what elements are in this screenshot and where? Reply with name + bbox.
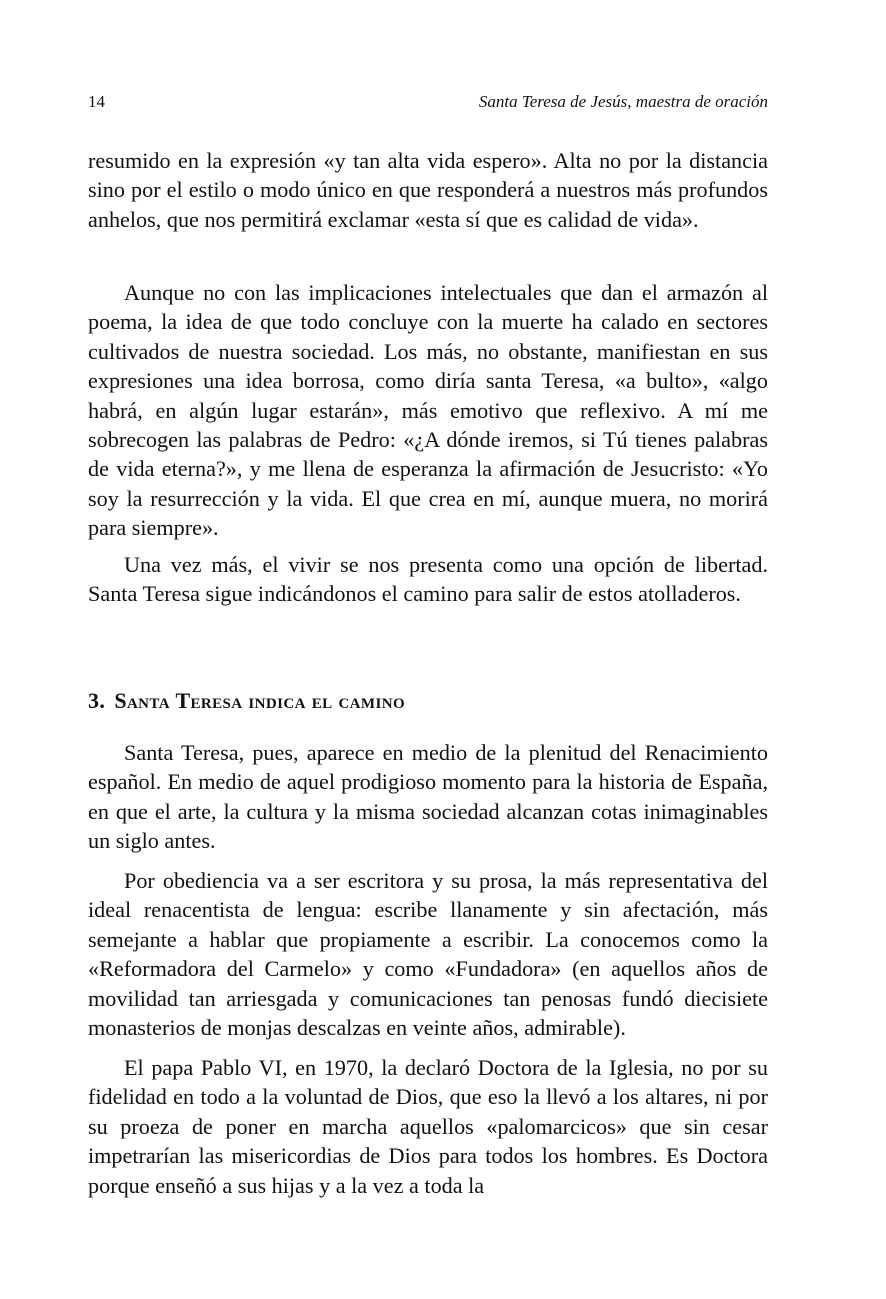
section-heading xyxy=(88,687,768,715)
paragraph: El papa Pablo VI, en 1970, la declaró Doctora de la Iglesia, no por su fidelidad en todo a la voluntad de Dios, que eso la llevó a los altares, ni por su proeza de poner en marcha aquellos «palomarcicos» que sin cesar impetrarían las misericordias de Dios para todos los hombres. Es Doctora porque enseñó a sus hijas y a la vez a toda la xyxy=(88,1055,768,1198)
running-head xyxy=(88,91,768,115)
section-number: 3. xyxy=(88,688,106,713)
paragraph-continuation: resumido en la expresión «y tan alta vida espero». Alta no por la distancia sino por el estilo o modo único en que responderá a nuestros más profundos anhelos, que nos permitirá exclamar «esta sí que es calidad de vida». xyxy=(88,148,768,232)
page-number: 14 xyxy=(88,92,105,111)
section-title: Santa Teresa indica el camino xyxy=(114,688,406,713)
paragraph: Santa Teresa, pues, aparece en medio de la plenitud del Renacimiento español. En medio de aquel prodigioso momento para la historia de España, en que el arte, la cultura y la misma sociedad alcanzan cotas inimaginables un siglo antes. xyxy=(88,740,768,854)
running-title: Santa Teresa de Jesús, maestra de oración xyxy=(478,92,768,111)
paragraph: Una vez más, el vivir se nos presenta como una opción de libertad. Santa Teresa sigue indicándonos el camino para salir de estos atolladeros. xyxy=(88,552,768,607)
paragraph: Por obediencia va a ser escritora y su prosa, la más representativa del ideal renacentista de lengua: escribe llanamente y sin afectación, más semejante a hablar que propiamente a escribir. La conocemos como la «Reformadora del Carmelo» y como «Fundadora» (en aquellos años de movilidad tan arriesgada y comunicaciones tan penosas fundó diecisiete monasterios de monjas descalzas en veinte años, admirable). xyxy=(88,868,768,1041)
paragraph: Aunque no con las implicaciones intelectuales que dan el armazón al poema, la idea de que todo concluye con la muerte ha calado en sectores cultivados de nuestra sociedad. Los más, no obstante, manifiestan en sus expresiones una idea borrosa, como diría santa Teresa, «a bulto», «algo habrá, en algún lugar estarán», más emotivo que reflexivo. A mí me sobrecogen las palabras de Pedro: «¿A dónde iremos, si Tú tienes palabras de vida eterna?», y me llena de esperanza la afirmación de Jesucristo: «Yo soy la resurrección y la vida. El que crea en mí, aunque muera, no morirá para siempre». xyxy=(88,280,768,541)
